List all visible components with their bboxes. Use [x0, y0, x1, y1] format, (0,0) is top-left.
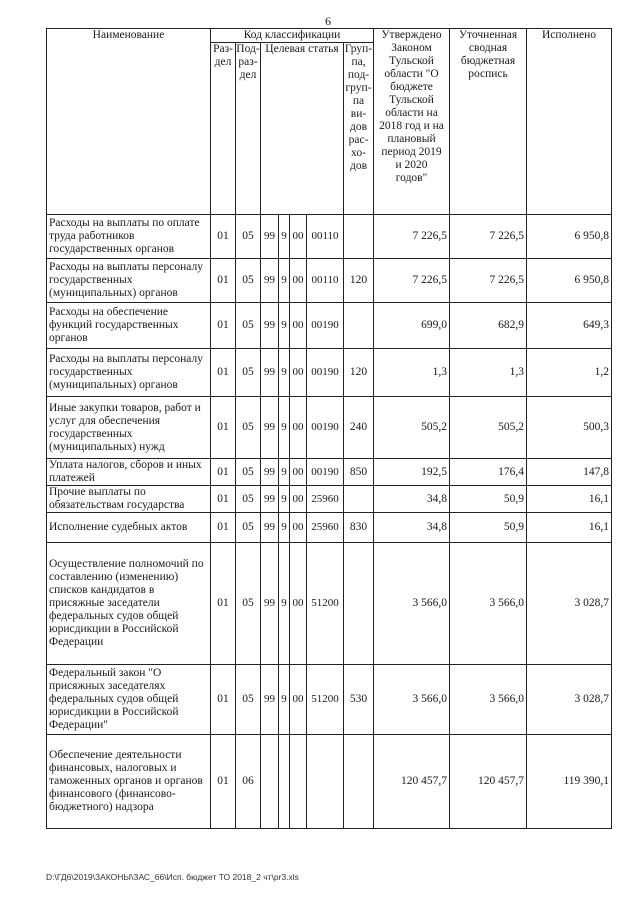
row-executed: 16,1	[527, 486, 612, 513]
row-executed: 147,8	[527, 459, 612, 486]
row-section: 01	[211, 303, 236, 349]
row-target-program: 99	[261, 543, 279, 665]
footer-file-path: D:\ГД6\2019\ЗАКОНЫ\ЗАС_66\Исп. бюджет ТО 2018_2 чт\pr3.xls	[46, 872, 299, 882]
row-revised: 120 457,7	[450, 735, 527, 829]
row-expense-group: 830	[344, 513, 374, 543]
row-subsection: 05	[236, 486, 261, 513]
row-expense-group	[344, 486, 374, 513]
table-row	[47, 259, 612, 303]
row-executed: 6 950,8	[527, 259, 612, 303]
row-expense-group: 120	[344, 259, 374, 303]
row-subsection: 05	[236, 665, 261, 735]
table-row	[47, 349, 612, 397]
row-revised: 505,2	[450, 397, 527, 459]
header-executed: Исполнено	[527, 29, 612, 215]
row-section: 01	[211, 349, 236, 397]
row-revised: 50,9	[450, 486, 527, 513]
row-executed: 6 950,8	[527, 215, 612, 259]
row-target-main-event: 00	[290, 303, 307, 349]
row-subsection: 05	[236, 397, 261, 459]
row-subsection: 05	[236, 543, 261, 665]
row-approved: 120 457,7	[374, 735, 450, 829]
row-target-subprogram: 9	[279, 486, 290, 513]
row-target-direction: 00190	[307, 349, 344, 397]
row-section: 01	[211, 459, 236, 486]
header-subsection: Под- раз- дел	[236, 43, 261, 215]
row-target-main-event: 00	[290, 259, 307, 303]
row-target-direction: 51200	[307, 665, 344, 735]
header-code-group: Код классификации	[211, 29, 374, 43]
row-target-program: 99	[261, 397, 279, 459]
header-group: Груп- па, под- груп- па ви- дов рас- хо- дов	[344, 43, 374, 215]
row-target-direction: 00110	[307, 215, 344, 259]
row-approved: 192,5	[374, 459, 450, 486]
row-expense-group: 240	[344, 397, 374, 459]
row-target-subprogram: 9	[279, 215, 290, 259]
row-name: Расходы на обеспечение функций государственных органов	[47, 303, 211, 349]
row-expense-group	[344, 543, 374, 665]
row-approved: 1,3	[374, 349, 450, 397]
row-approved: 3 566,0	[374, 543, 450, 665]
row-name: Расходы на выплаты по оплате труда работников государственных органов	[47, 215, 211, 259]
row-executed: 3 028,7	[527, 543, 612, 665]
header-target: Целевая статья	[261, 43, 344, 215]
row-subsection: 05	[236, 259, 261, 303]
row-target-program: 99	[261, 303, 279, 349]
row-approved: 7 226,5	[374, 215, 450, 259]
row-target-subprogram: 9	[279, 543, 290, 665]
row-revised: 3 566,0	[450, 665, 527, 735]
row-approved: 3 566,0	[374, 665, 450, 735]
row-target-program: 99	[261, 259, 279, 303]
row-executed: 500,3	[527, 397, 612, 459]
header-section: Раз- дел	[211, 43, 236, 215]
row-name: Прочие выплаты по обязательствам государства	[47, 486, 211, 513]
row-executed: 649,3	[527, 303, 612, 349]
row-approved: 34,8	[374, 513, 450, 543]
row-target-program: 99	[261, 665, 279, 735]
row-expense-group: 850	[344, 459, 374, 486]
row-subsection: 05	[236, 513, 261, 543]
row-target-program: 99	[261, 349, 279, 397]
table-row	[47, 513, 612, 543]
row-revised: 50,9	[450, 513, 527, 543]
row-target-subprogram: 9	[279, 513, 290, 543]
row-executed: 1,2	[527, 349, 612, 397]
row-target-program	[261, 735, 279, 829]
row-target-program: 99	[261, 513, 279, 543]
row-target-program: 99	[261, 486, 279, 513]
row-section: 01	[211, 397, 236, 459]
row-target-main-event: 00	[290, 459, 307, 486]
table-row	[47, 665, 612, 735]
row-name: Расходы на выплаты персоналу государственных (муниципальных) органов	[47, 349, 211, 397]
row-target-main-event: 00	[290, 486, 307, 513]
row-approved: 7 226,5	[374, 259, 450, 303]
row-target-main-event: 00	[290, 665, 307, 735]
row-target-subprogram: 9	[279, 665, 290, 735]
header-name: Наименование	[47, 29, 211, 215]
row-target-direction: 25960	[307, 513, 344, 543]
row-section: 01	[211, 665, 236, 735]
row-subsection: 05	[236, 349, 261, 397]
row-target-direction: 00190	[307, 303, 344, 349]
row-target-main-event	[290, 735, 307, 829]
row-target-main-event: 00	[290, 349, 307, 397]
row-name: Расходы на выплаты персоналу государственных (муниципальных) органов	[47, 259, 211, 303]
row-section: 01	[211, 513, 236, 543]
row-name: Иные закупки товаров, работ и услуг для обеспечения государственных (муниципальных) нужд	[47, 397, 211, 459]
row-section: 01	[211, 735, 236, 829]
row-executed: 16,1	[527, 513, 612, 543]
row-target-subprogram	[279, 735, 290, 829]
row-expense-group	[344, 215, 374, 259]
row-approved: 505,2	[374, 397, 450, 459]
row-name: Обеспечение деятельности финансовых, налоговых и таможенных органов и органов финансового (финансово-бюджетного) надзора	[47, 735, 211, 829]
row-target-subprogram: 9	[279, 303, 290, 349]
row-subsection: 06	[236, 735, 261, 829]
row-subsection: 05	[236, 459, 261, 486]
row-executed: 3 028,7	[527, 665, 612, 735]
row-name: Уплата налогов, сборов и иных платежей	[47, 459, 211, 486]
row-target-subprogram: 9	[279, 459, 290, 486]
row-revised: 1,3	[450, 349, 527, 397]
table-row	[47, 303, 612, 349]
row-expense-group	[344, 303, 374, 349]
row-target-direction: 00190	[307, 459, 344, 486]
table-row	[47, 735, 612, 829]
row-target-direction: 00110	[307, 259, 344, 303]
row-section: 01	[211, 543, 236, 665]
row-subsection: 05	[236, 303, 261, 349]
row-target-main-event: 00	[290, 397, 307, 459]
row-section: 01	[211, 259, 236, 303]
row-executed: 119 390,1	[527, 735, 612, 829]
row-approved: 699,0	[374, 303, 450, 349]
row-name: Исполнение судебных актов	[47, 513, 211, 543]
row-name: Федеральный закон "О присяжных заседателях федеральных судов общей юрисдикции в Российской Федерации"	[47, 665, 211, 735]
row-expense-group	[344, 735, 374, 829]
table-row	[47, 543, 612, 665]
row-subsection: 05	[236, 215, 261, 259]
row-target-main-event: 00	[290, 215, 307, 259]
table-row	[47, 215, 612, 259]
row-target-program: 99	[261, 215, 279, 259]
row-target-program: 99	[261, 459, 279, 486]
table-row	[47, 459, 612, 486]
page-number: 6	[325, 14, 331, 28]
row-revised: 7 226,5	[450, 259, 527, 303]
row-target-direction	[307, 735, 344, 829]
row-target-direction: 51200	[307, 543, 344, 665]
row-target-subprogram: 9	[279, 397, 290, 459]
row-target-subprogram: 9	[279, 259, 290, 303]
row-expense-group: 530	[344, 665, 374, 735]
row-target-main-event: 00	[290, 543, 307, 665]
row-approved: 34,8	[374, 486, 450, 513]
row-name: Осуществление полномочий по составлению (изменению) списков кандидатов в присяжные заседатели федеральных судов общей юрисдикции в Российской Федерации	[47, 543, 211, 665]
row-target-main-event: 00	[290, 513, 307, 543]
row-target-direction: 00190	[307, 397, 344, 459]
header-approved: Утверждено Законом Тульской области "О бюджете Тульской области на 2018 год и на плановый период 2019 и 2020 годов"	[374, 29, 450, 215]
row-revised: 682,9	[450, 303, 527, 349]
row-section: 01	[211, 486, 236, 513]
row-section: 01	[211, 215, 236, 259]
row-target-subprogram: 9	[279, 349, 290, 397]
row-target-direction: 25960	[307, 486, 344, 513]
header-revised: Уточненная сводная бюджетная роспись	[450, 29, 527, 215]
table-row	[47, 486, 612, 513]
row-revised: 7 226,5	[450, 215, 527, 259]
row-expense-group: 120	[344, 349, 374, 397]
row-revised: 3 566,0	[450, 543, 527, 665]
row-revised: 176,4	[450, 459, 527, 486]
budget-table	[46, 28, 612, 829]
table-row	[47, 397, 612, 459]
